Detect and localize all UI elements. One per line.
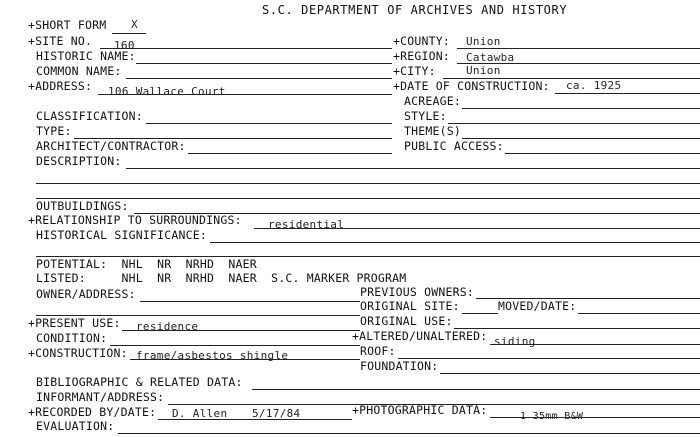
description-label: DESCRIPTION: — [36, 154, 122, 168]
address-line — [98, 94, 392, 95]
county-label: +COUNTY: — [393, 34, 450, 48]
style-label: STYLE: — [404, 109, 447, 123]
classification-label: CLASSIFICATION: — [36, 109, 143, 123]
site-no-label: +SITE NO. — [28, 34, 93, 48]
owner-address-label: OWNER/ADDRESS: — [36, 287, 136, 301]
relationship-value: residential — [268, 218, 345, 231]
altered-value: siding — [494, 335, 536, 348]
present-use-line — [122, 330, 360, 331]
type-label: TYPE: — [36, 124, 72, 138]
address-label: +ADDRESS: — [28, 79, 93, 93]
historic-name-line — [136, 63, 392, 64]
photographic-label: +PHOTOGRAPHIC DATA: — [352, 403, 488, 417]
description-line-1 — [126, 168, 700, 169]
architect-label: ARCHITECT/CONTRACTOR: — [36, 139, 186, 153]
altered-label: +ALTERED/UNALTERED: — [352, 329, 488, 343]
city-label: +CITY: — [393, 64, 436, 78]
recorded-by-label: +RECORDED BY/DATE: — [28, 405, 157, 419]
short-form-label: +SHORT FORM — [28, 18, 107, 32]
present-use-label: +PRESENT USE: — [28, 316, 121, 330]
region-value: Catawba — [466, 51, 515, 64]
acreage-label: ACREAGE: — [404, 94, 461, 108]
foundation-line — [440, 373, 700, 374]
photographic-value: 1 35mm B&W — [520, 411, 584, 422]
address-value: 106 Wallace Court — [108, 85, 226, 98]
recorded-by-value: D. Allen — [172, 407, 228, 420]
description-line-3 — [36, 198, 700, 199]
condition-label: CONDITION: — [36, 331, 108, 345]
condition-line — [110, 345, 360, 346]
bibliographic-line — [252, 389, 700, 390]
common-name-label: COMMON NAME: — [36, 64, 122, 78]
previous-owners-label: PREVIOUS OWNERS: — [360, 285, 474, 299]
date-of-construction-label: +DATE OF CONSTRUCTION: — [393, 79, 550, 93]
roof-line — [398, 358, 700, 359]
relationship-line — [254, 228, 700, 229]
photographic-line — [490, 417, 700, 418]
historic-name-label: HISTORIC NAME: — [36, 49, 136, 63]
region-label: +REGION: — [393, 49, 450, 63]
roof-label: ROOF: — [360, 344, 396, 358]
themes-label: THEME(S) — [404, 124, 461, 138]
common-name-line — [126, 78, 392, 79]
county-value: Union — [466, 35, 501, 48]
original-site-line — [462, 313, 498, 314]
description-line-2 — [36, 183, 700, 184]
recorded-date-value: 5/17/84 — [252, 407, 301, 420]
potential-label: POTENTIAL: NHL NR NRHD NAER — [36, 257, 257, 271]
bibliographic-label: BIBLIOGRAPHIC & RELATED DATA: — [36, 375, 243, 389]
foundation-label: FOUNDATION: — [360, 359, 439, 373]
original-use-line — [454, 328, 700, 329]
date-of-construction-line — [555, 93, 700, 94]
acreage-line — [462, 108, 700, 109]
public-access-line — [505, 153, 700, 154]
original-site-label: ORIGINAL SITE: — [360, 299, 460, 313]
recorded-by-line — [158, 419, 352, 420]
classification-line — [146, 123, 392, 124]
short-form-line — [112, 33, 146, 34]
present-use-value: residence — [136, 320, 199, 333]
original-use-label: ORIGINAL USE: — [360, 314, 453, 328]
architect-line — [188, 153, 392, 154]
listed-label: LISTED: NHL NR NRHD NAER S.C. MARKER PROGRAM — [36, 271, 407, 285]
construction-label: +CONSTRUCTION: — [28, 346, 128, 360]
evaluation-label: EVALUATION: — [36, 419, 115, 433]
construction-value: frame/asbestos shingle — [136, 349, 289, 362]
city-value: Union — [466, 64, 501, 77]
outbuildings-label: OUTBUILDINGS: — [36, 199, 129, 213]
short-form-value: X — [131, 18, 138, 31]
site-no-line — [100, 48, 392, 49]
relationship-label: +RELATIONSHIP TO SURROUNDINGS: — [28, 213, 242, 227]
informant-label: INFORMANT/ADDRESS: — [36, 390, 165, 404]
form-title: S.C. DEPARTMENT OF ARCHIVES AND HISTORY — [262, 3, 568, 17]
historical-significance-label: HISTORICAL SIGNIFICANCE: — [36, 228, 207, 242]
style-line — [448, 123, 700, 124]
construction-line — [130, 359, 360, 360]
moved-date-line — [578, 313, 700, 314]
date-of-construction-value: ca. 1925 — [566, 79, 622, 92]
moved-date-label: MOVED/DATE: — [498, 299, 577, 313]
altered-line — [490, 344, 700, 345]
county-line — [457, 48, 700, 49]
evaluation-line — [118, 433, 700, 434]
site-no-value: 160 — [114, 39, 135, 52]
public-access-label: PUBLIC ACCESS: — [404, 139, 504, 153]
historical-significance-line — [210, 242, 700, 243]
owner-address-line — [140, 301, 360, 302]
